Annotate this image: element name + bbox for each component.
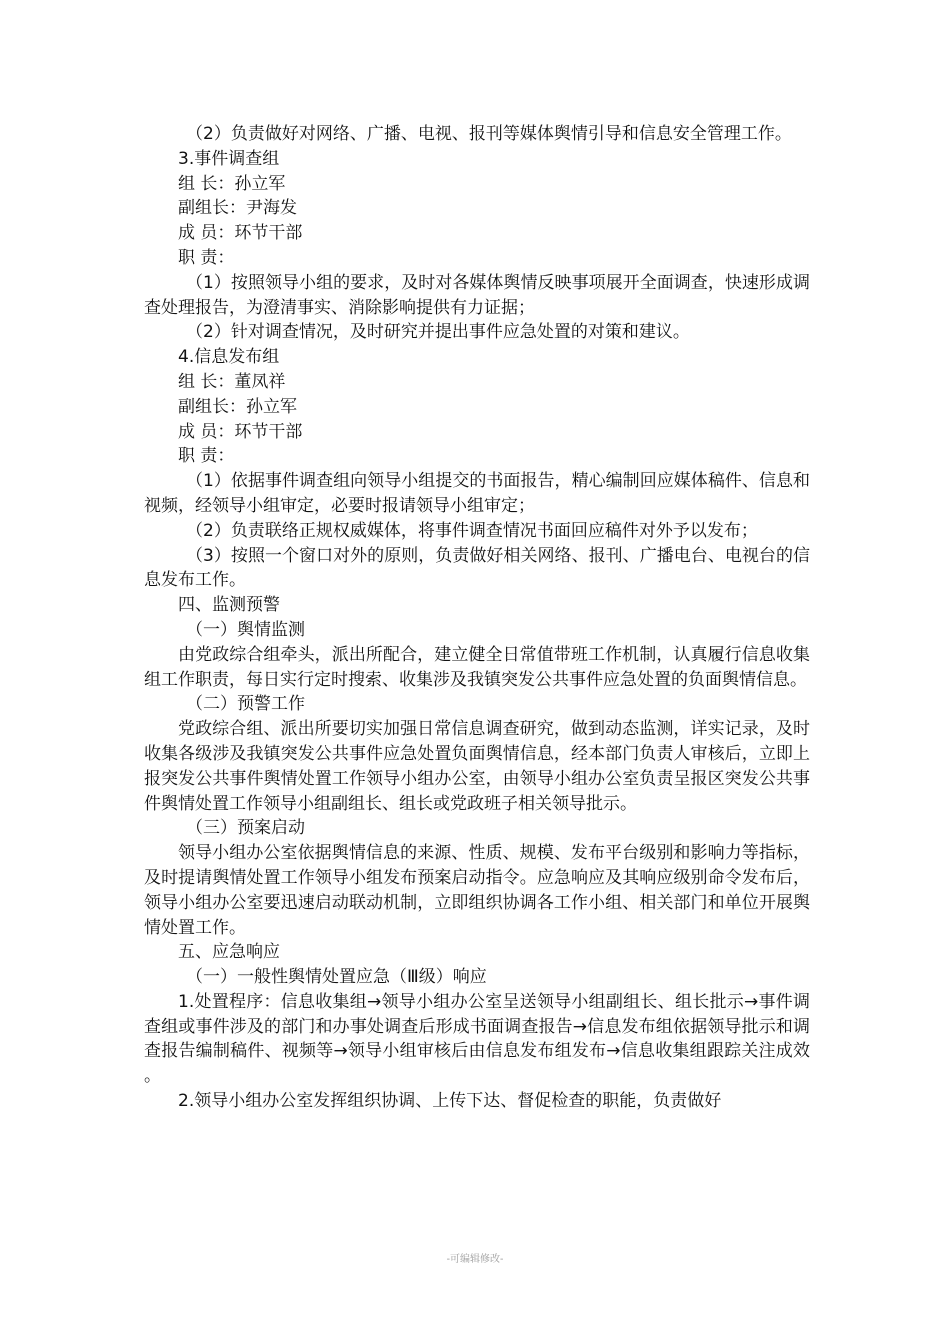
heading-release-group: 4.信息发布组	[178, 347, 280, 368]
paragraph-procedure: 1.处置程序：信息收集组→领导小组办公室呈送领导小组副组长、组长批示→事件调查组或事件涉及的部门和办事处调查后形成书面调查报告→信息发布组依据领导批示和调查报告编制稿件、视频等→领导小组审核后由信息发布组发布→信息收集组跟踪关注成效。	[144, 991, 810, 1087]
release-duty-3: （3）按照一个窗口对外的原则，负责做好相关网络、报刊、广播电台、电视台的信息发布工作。	[144, 545, 810, 591]
paragraph-sentiment-monitoring: 由党政综合组牵头，派出所配合，建立健全日常值带班工作机制，认真履行信息收集组工作职责，每日实行定时搜索、收集涉及我镇突发公共事件应急处置的负面舆情信息。	[144, 644, 810, 690]
investigation-duty-2: （2）针对调查情况，及时研究并提出事件应急处置的对策和建议。	[186, 322, 690, 343]
paragraph-early-warning: 党政综合组、派出所要切实加强日常信息调查研究，做到动态监测，详实记录，及时收集各级涉及我镇突发公共事件应急处置负面舆情信息，经本部门负责人审核后，立即上报突发公共事件舆情处置工作领导小组办公室，由领导小组办公室负责呈报区突发公共事件舆情处置工作领导小组副组长、组长或党政班子相关领导批示。	[144, 719, 810, 814]
subheading-plan-activation: （三）预案启动	[186, 818, 305, 839]
investigation-group-duties-label: 职 责：	[178, 247, 235, 268]
release-duty-2: （2）负责联络正规权威媒体，将事件调查情况书面回应稿件对外予以发布；	[186, 520, 758, 541]
release-group-duties-label: 职 责：	[178, 446, 235, 467]
investigation-group-deputy: 副组长：尹海发	[178, 198, 297, 219]
investigation-group-leader: 组 长：孙立军	[178, 173, 286, 194]
document-body	[144, 122, 810, 1114]
paragraph-office-role: 2.领导小组办公室发挥组织协调、上传下达、督促检查的职能，负责做好	[178, 1091, 722, 1112]
release-duty-1: （1）依据事件调查组向领导小组提交的书面报告，精心编制回应媒体稿件、信息和视频，经领导小组审定，必要时报请领导小组审定；	[144, 471, 810, 516]
subheading-sentiment-monitoring: （一）舆情监测	[186, 619, 305, 640]
section-heading-monitoring: 四、监测预警	[178, 595, 280, 616]
heading-investigation-group: 3.事件调查组	[178, 148, 280, 169]
section-heading-emergency-response: 五、应急响应	[178, 942, 280, 963]
subheading-level-3-response: （一）一般性舆情处置应急（Ⅲ级）响应	[186, 967, 487, 988]
page-footer: -可编辑修改-	[446, 1254, 504, 1265]
paragraph-duty-media-guidance: （2）负责做好对网络、广播、电视、报刊等媒体舆情引导和信息安全管理工作。	[186, 124, 792, 144]
release-group-leader: 组 长：董凤祥	[178, 371, 286, 392]
subheading-early-warning: （二）预警工作	[186, 694, 305, 715]
release-group-deputy: 副组长：孙立军	[178, 396, 297, 417]
investigation-group-members: 成 员：环节干部	[178, 223, 303, 244]
paragraph-plan-activation: 领导小组办公室依据舆情信息的来源、性质、规模、发布平台级别和影响力等指标，及时提请舆情处置工作领导小组发布预案启动指令。应急响应及其响应级别命令发布后，领导小组办公室要迅速启动联动机制，立即组织协调各工作小组、相关部门和单位开展舆情处置工作。	[144, 843, 810, 938]
release-group-members: 成 员：环节干部	[178, 421, 303, 442]
investigation-duty-1: （1）按照领导小组的要求，及时对各媒体舆情反映事项展开全面调查，快速形成调查处理报告，为澄清事实、消除影响提供有力证据；	[144, 272, 810, 318]
